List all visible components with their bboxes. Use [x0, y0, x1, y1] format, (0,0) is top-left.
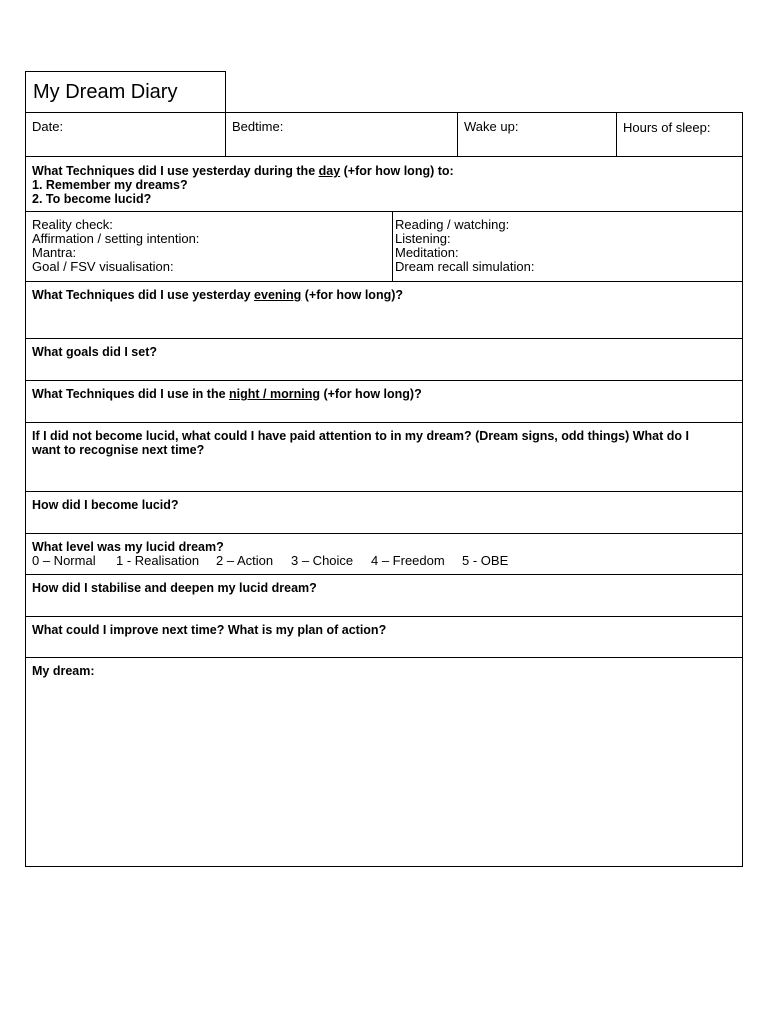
date-label: Date: [32, 119, 64, 134]
day-item-lucid: 2. To become lucid? [32, 192, 152, 206]
goals-question: What goals did I set? [32, 345, 158, 359]
night-question-suffix: (+for how long)? [319, 387, 422, 401]
wake-up-label: Wake up: [464, 119, 519, 134]
level-row[interactable] [26, 534, 742, 575]
dream-diary-form [25, 112, 743, 867]
level-question-block [26, 534, 742, 574]
stabilise-row[interactable] [26, 575, 742, 617]
evening-techniques-row[interactable] [26, 282, 742, 339]
level-option-obe[interactable]: 5 - OBE [462, 553, 509, 568]
night-question-text: What Techniques did I use in the [32, 387, 230, 401]
header-fields-row [26, 113, 742, 157]
page-title: My Dream Diary [33, 81, 178, 103]
title-box [25, 71, 226, 112]
night-emphasis: night / morning [229, 387, 320, 401]
level-options [32, 554, 736, 568]
day-item-remember: 1. Remember my dreams? [32, 178, 188, 192]
technique-reading: Reading / watching: [395, 217, 510, 232]
wake-up-field[interactable] [457, 113, 617, 156]
technique-reality-check: Reality check: [32, 217, 113, 232]
bedtime-label: Bedtime: [232, 119, 284, 134]
technique-affirmation: Affirmation / setting intention: [32, 231, 200, 246]
how-lucid-question: How did I become lucid? [32, 498, 179, 512]
date-field[interactable] [26, 113, 225, 156]
day-techniques-row[interactable] [26, 157, 742, 212]
techniques-list-row [26, 212, 742, 282]
evening-question-text: What Techniques did I use yesterday [32, 288, 255, 302]
stabilise-question: How did I stabilise and deepen my lucid dream? [32, 581, 317, 595]
night-techniques-row[interactable] [26, 381, 742, 423]
improve-question: What could I improve next time? What is my plan of action? [32, 623, 387, 637]
how-lucid-row[interactable] [26, 492, 742, 534]
evening-question-suffix: (+for how long)? [301, 288, 404, 302]
hours-of-sleep-label: Hours of sleep: [623, 120, 711, 135]
day-techniques-question [26, 157, 742, 212]
not-lucid-row[interactable] [26, 423, 742, 492]
level-option-realisation[interactable]: 1 - Realisation [116, 553, 200, 568]
day-question-text: What Techniques did I use yesterday during the [32, 164, 319, 178]
technique-meditation: Meditation: [395, 245, 459, 260]
day-question-suffix: (+for how long) to: [340, 164, 454, 178]
technique-mantra: Mantra: [32, 245, 77, 260]
technique-goal-visualisation: Goal / FSV visualisation: [32, 259, 174, 274]
technique-dream-recall: Dream recall simulation: [395, 259, 535, 274]
my-dream-label: My dream: [32, 664, 95, 678]
bedtime-field[interactable] [225, 113, 457, 156]
not-lucid-line2: want to recognise next time? [32, 443, 205, 457]
improve-row[interactable] [26, 617, 742, 658]
day-emphasis: day [318, 164, 341, 178]
level-option-freedom[interactable]: 4 – Freedom [371, 553, 445, 568]
goals-row[interactable] [26, 339, 742, 381]
level-option-action[interactable]: 2 – Action [216, 553, 274, 568]
level-option-choice[interactable]: 3 – Choice [291, 553, 354, 568]
night-techniques-question [26, 381, 742, 407]
techniques-right-column[interactable] [392, 212, 742, 281]
not-lucid-line1: If I did not become lucid, what could I have paid attention to in my dream? (Dream signs, odd things) What do I [32, 429, 689, 443]
my-dream-row[interactable] [26, 658, 742, 866]
level-question: What level was my lucid dream? [32, 540, 224, 554]
evening-techniques-question [26, 282, 742, 308]
hours-of-sleep-field[interactable] [616, 113, 742, 156]
evening-emphasis: evening [254, 288, 302, 302]
level-option-normal[interactable]: 0 – Normal [32, 553, 96, 568]
not-lucid-question [26, 423, 742, 463]
technique-listening: Listening: [395, 231, 451, 246]
techniques-left-column[interactable] [26, 212, 392, 281]
